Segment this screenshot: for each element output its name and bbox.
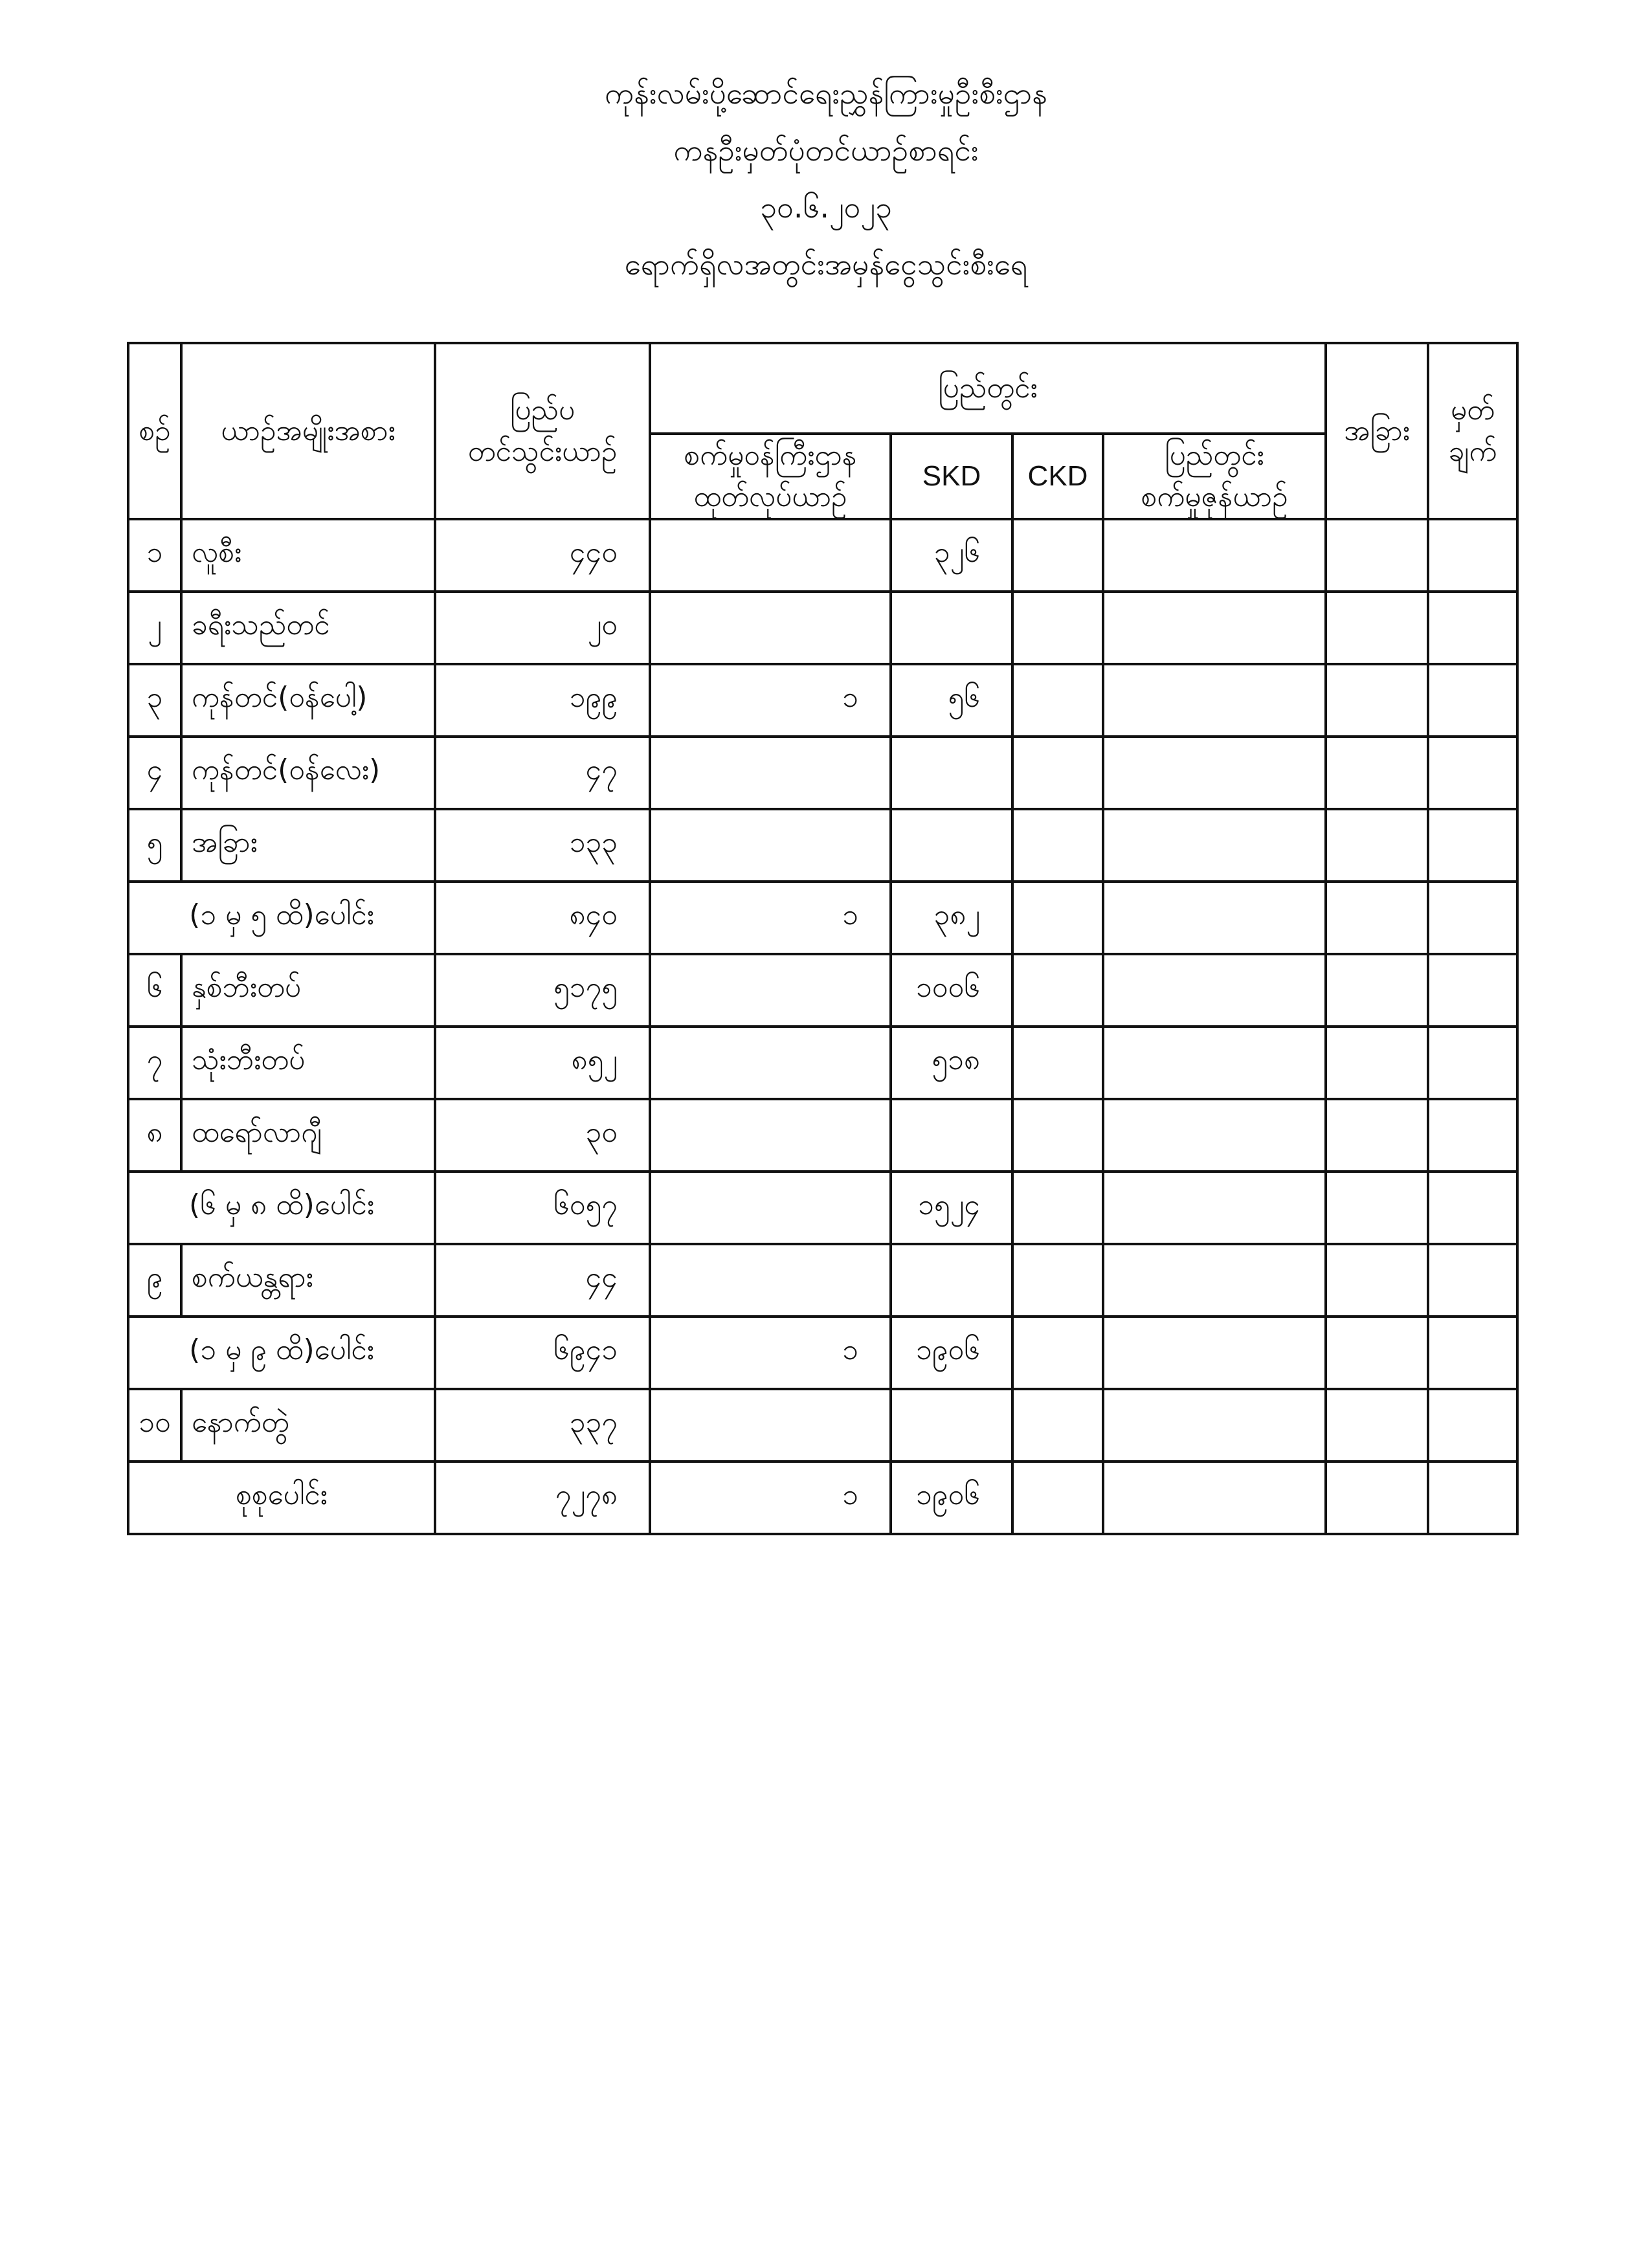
local-cell bbox=[1103, 954, 1326, 1027]
total-local-cell bbox=[1103, 1462, 1326, 1534]
imported-cell: ၃၀ bbox=[435, 1099, 650, 1172]
table-row bbox=[128, 664, 1517, 737]
register-title: ကနဦးမှတ်ပုံတင်ယာဉ်စာရင်း bbox=[673, 133, 979, 168]
other-cell bbox=[1326, 954, 1428, 1027]
skd-cell: ၅၁၈ bbox=[891, 1027, 1012, 1099]
remark-cell bbox=[1428, 592, 1517, 664]
skd-cell: ၃၈၂ bbox=[891, 882, 1012, 954]
remark-cell bbox=[1428, 519, 1517, 592]
vehicle-type-cell: လူစီး bbox=[181, 519, 435, 592]
table-row bbox=[128, 737, 1517, 809]
report-subtitle: ရောက်ရှိလအတွင်းအမှန်ငွေသွင်းစီးရေ bbox=[624, 247, 1028, 282]
total-other-cell bbox=[1326, 1462, 1428, 1534]
local-cell bbox=[1103, 519, 1326, 592]
table-row bbox=[128, 1317, 1517, 1389]
local-cell bbox=[1103, 1244, 1326, 1317]
header-vehicle-type: ယာဉ်အမျိုးအစား bbox=[181, 343, 435, 519]
remark-cell bbox=[1428, 1172, 1517, 1244]
ckd-cell bbox=[1012, 1244, 1103, 1317]
ckd-cell bbox=[1012, 882, 1103, 954]
vehicle-type-cell: အခြား bbox=[181, 809, 435, 882]
imported-cell: ၈၄၀ bbox=[435, 882, 650, 954]
ckd-cell bbox=[1012, 1099, 1103, 1172]
vehicle-type-cell: နှစ်ဘီးတပ် bbox=[181, 954, 435, 1027]
other-cell bbox=[1326, 882, 1428, 954]
imported-cell: ၂၀ bbox=[435, 592, 650, 664]
vehicle-type-cell: နောက်တွဲ bbox=[181, 1389, 435, 1462]
ckd-cell bbox=[1012, 1317, 1103, 1389]
ckd-cell bbox=[1012, 1389, 1103, 1462]
factory-cell bbox=[650, 519, 891, 592]
imported-cell: ၄၇ bbox=[435, 737, 650, 809]
factory-cell bbox=[650, 737, 891, 809]
factory-cell bbox=[650, 1027, 891, 1099]
local-cell bbox=[1103, 1317, 1326, 1389]
vehicle-type-cell: ခရီးသည်တင် bbox=[181, 592, 435, 664]
other-cell bbox=[1326, 809, 1428, 882]
local-cell bbox=[1103, 1172, 1326, 1244]
row-number: ၆ bbox=[128, 954, 181, 1027]
other-cell bbox=[1326, 1027, 1428, 1099]
local-cell bbox=[1103, 1027, 1326, 1099]
remark-cell bbox=[1428, 1317, 1517, 1389]
document-title-block bbox=[0, 65, 1652, 293]
local-cell bbox=[1103, 882, 1326, 954]
imported-cell: ၁၃၃ bbox=[435, 809, 650, 882]
other-cell bbox=[1326, 1172, 1428, 1244]
factory-cell bbox=[650, 954, 891, 1027]
factory-cell bbox=[650, 1172, 891, 1244]
other-cell bbox=[1326, 519, 1428, 592]
local-cell bbox=[1103, 809, 1326, 882]
header-imported: ပြည်ပ တင်သွင်းယာဉ် bbox=[435, 343, 650, 519]
department-title: ကုန်းလမ်းပို့ဆောင်ရေးညွှန်ကြားမှုဦးစီးဌာန bbox=[605, 76, 1047, 111]
remark-cell bbox=[1428, 1027, 1517, 1099]
skd-cell bbox=[891, 592, 1012, 664]
factory-cell: ၁ bbox=[650, 664, 891, 737]
imported-cell: ၆၀၅၇ bbox=[435, 1172, 650, 1244]
other-cell bbox=[1326, 592, 1428, 664]
local-cell bbox=[1103, 737, 1326, 809]
vehicle-type-cell: ကုန်တင်(ဝန်ပေါ့) bbox=[181, 664, 435, 737]
ckd-cell bbox=[1012, 737, 1103, 809]
skd-cell: ၁၅၂၄ bbox=[891, 1172, 1012, 1244]
subtotal-label: (၁ မှ ၅ ထိ)ပေါင်း bbox=[128, 882, 435, 954]
table-row bbox=[128, 882, 1517, 954]
factory-cell bbox=[650, 1389, 891, 1462]
skd-cell bbox=[891, 1244, 1012, 1317]
vehicle-type-cell: သုံးဘီးတပ် bbox=[181, 1027, 435, 1099]
ckd-cell bbox=[1012, 664, 1103, 737]
ckd-cell bbox=[1012, 1027, 1103, 1099]
report-date: ၃၀.၆.၂၀၂၃ bbox=[760, 190, 892, 225]
ckd-cell bbox=[1012, 519, 1103, 592]
total-row bbox=[128, 1462, 1517, 1534]
table-row bbox=[128, 519, 1517, 592]
row-number: ၄ bbox=[128, 737, 181, 809]
row-number: ၁ bbox=[128, 519, 181, 592]
skd-cell bbox=[891, 737, 1012, 809]
imported-cell: ၁၉၉ bbox=[435, 664, 650, 737]
total-ckd-cell bbox=[1012, 1462, 1103, 1534]
total-label: စုစုပေါင်း bbox=[128, 1462, 435, 1534]
factory-cell bbox=[650, 809, 891, 882]
remark-cell bbox=[1428, 1389, 1517, 1462]
table-row bbox=[128, 1389, 1517, 1462]
header-local-assembly: ပြည်တွင်း စက်မှုဇုန်ယာဉ် bbox=[1103, 434, 1326, 519]
factory-cell: ၁ bbox=[650, 882, 891, 954]
row-number: ၃ bbox=[128, 664, 181, 737]
factory-cell bbox=[650, 592, 891, 664]
other-cell bbox=[1326, 1244, 1428, 1317]
skd-cell: ၃၂၆ bbox=[891, 519, 1012, 592]
row-number: ၅ bbox=[128, 809, 181, 882]
skd-cell: ၁၀၀၆ bbox=[891, 954, 1012, 1027]
imported-cell: ၄၄၀ bbox=[435, 519, 650, 592]
imported-cell: ၅၁၇၅ bbox=[435, 954, 650, 1027]
vehicle-type-cell: စက်ယန္တရား bbox=[181, 1244, 435, 1317]
factory-cell bbox=[650, 1099, 891, 1172]
table-row bbox=[128, 1027, 1517, 1099]
vehicle-type-cell: ကုန်တင်(ဝန်လေး) bbox=[181, 737, 435, 809]
other-cell bbox=[1326, 1389, 1428, 1462]
ckd-cell bbox=[1012, 1172, 1103, 1244]
remark-cell bbox=[1428, 954, 1517, 1027]
row-number: ၈ bbox=[128, 1099, 181, 1172]
row-number: ၁၀ bbox=[128, 1389, 181, 1462]
local-cell bbox=[1103, 1389, 1326, 1462]
subtotal-label: (၁ မှ ၉ ထိ)ပေါင်း bbox=[128, 1317, 435, 1389]
header-factory: စက်မှုဝန်ကြီးဌာန ထုတ်လုပ်ယာဉ် bbox=[650, 434, 891, 519]
local-cell bbox=[1103, 592, 1326, 664]
local-cell bbox=[1103, 1099, 1326, 1172]
factory-cell: ၁ bbox=[650, 1317, 891, 1389]
ckd-cell bbox=[1012, 954, 1103, 1027]
other-cell bbox=[1326, 664, 1428, 737]
table-body bbox=[128, 519, 1517, 1534]
remark-cell bbox=[1428, 737, 1517, 809]
header-domestic-group: ပြည်တွင်း bbox=[650, 343, 1326, 434]
local-cell bbox=[1103, 664, 1326, 737]
table-row bbox=[128, 1244, 1517, 1317]
total-remark-cell bbox=[1428, 1462, 1517, 1534]
imported-cell: ၈၅၂ bbox=[435, 1027, 650, 1099]
skd-cell bbox=[891, 1099, 1012, 1172]
row-number: ၇ bbox=[128, 1027, 181, 1099]
imported-cell: ၆၉၄၁ bbox=[435, 1317, 650, 1389]
skd-cell bbox=[891, 809, 1012, 882]
skd-cell bbox=[891, 1389, 1012, 1462]
table-row bbox=[128, 954, 1517, 1027]
vehicle-registration-table bbox=[127, 342, 1519, 1535]
subtotal-label: (၆ မှ ၈ ထိ)ပေါင်း bbox=[128, 1172, 435, 1244]
skd-cell: ၁၉၀၆ bbox=[891, 1317, 1012, 1389]
header-ckd: CKD bbox=[1012, 434, 1103, 519]
other-cell bbox=[1326, 1099, 1428, 1172]
table-row bbox=[128, 592, 1517, 664]
table-row bbox=[128, 1172, 1517, 1244]
row-number: ၂ bbox=[128, 592, 181, 664]
header-other: အခြား bbox=[1326, 343, 1428, 519]
row-number: ၉ bbox=[128, 1244, 181, 1317]
remark-cell bbox=[1428, 809, 1517, 882]
header-remark: မှတ် ချက် bbox=[1428, 343, 1517, 519]
factory-cell bbox=[650, 1244, 891, 1317]
ckd-cell bbox=[1012, 809, 1103, 882]
ckd-cell bbox=[1012, 592, 1103, 664]
other-cell bbox=[1326, 1317, 1428, 1389]
total-imported-cell: ၇၂၇၈ bbox=[435, 1462, 650, 1534]
imported-cell: ၄၄ bbox=[435, 1244, 650, 1317]
table-row bbox=[128, 1099, 1517, 1172]
other-cell bbox=[1326, 737, 1428, 809]
remark-cell bbox=[1428, 882, 1517, 954]
remark-cell bbox=[1428, 1099, 1517, 1172]
total-skd-cell: ၁၉၀၆ bbox=[891, 1462, 1012, 1534]
imported-cell: ၃၃၇ bbox=[435, 1389, 650, 1462]
skd-cell: ၅၆ bbox=[891, 664, 1012, 737]
table-row bbox=[128, 809, 1517, 882]
vehicle-type-cell: ထရော်လာဂျီ bbox=[181, 1099, 435, 1172]
remark-cell bbox=[1428, 1244, 1517, 1317]
header-skd: SKD bbox=[891, 434, 1012, 519]
remark-cell bbox=[1428, 664, 1517, 737]
total-factory-cell: ၁ bbox=[650, 1462, 891, 1534]
header-no: စဉ် bbox=[128, 343, 181, 519]
